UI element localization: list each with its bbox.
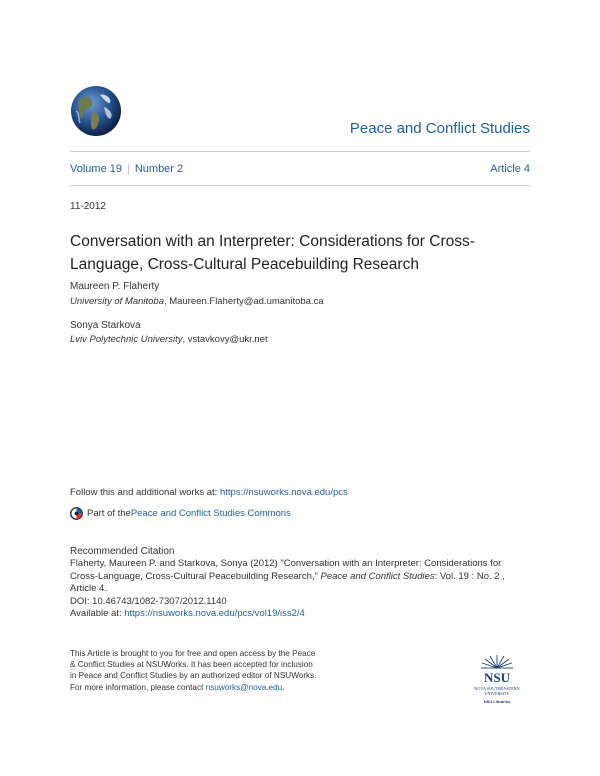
commons-link[interactable]: Peace and Conflict Studies Commons	[130, 508, 291, 519]
nsu-logo-mark: NSU	[483, 670, 511, 685]
citation-block	[70, 558, 530, 621]
number-link[interactable]: Number 2	[134, 163, 184, 175]
follow-line	[70, 487, 348, 498]
citation-volume: : Vol. 19 : No. 2 , Article 4.	[70, 570, 505, 594]
nsu-logo-line1: NOVA SOUTHEASTERN	[474, 686, 520, 691]
affiliation-name: Lviv Polytechnic University	[70, 334, 183, 345]
nsu-logo-line2: UNIVERSITY	[484, 691, 510, 696]
article-number-link[interactable]: Article 4	[490, 163, 530, 175]
subheader-divider	[70, 185, 530, 186]
open-access-note	[70, 648, 320, 693]
header-divider	[70, 151, 530, 152]
volume-link[interactable]: Volume 19	[70, 163, 122, 175]
nsu-logo	[462, 652, 532, 710]
part-of-text: Part of the	[87, 508, 131, 519]
note-end: .	[282, 682, 285, 692]
note-text: This Article is brought to you for free and open access by the Peace & Conflict Studies at NSUWorks. It has been accepted for inclusion in Peace and Conflict Studies by an authorized editor of NSUWorks. For more information, please contact	[70, 649, 317, 692]
journal-title[interactable]: Peace and Conflict Studies	[349, 120, 530, 137]
paper-title: Conversation with an Interpreter: Considerations for Cross-Language, Cross-Cultural Peacebuilding Research	[70, 233, 475, 273]
affiliation-name: University of Manitoba	[70, 296, 164, 307]
author-name: Sonya Starkova	[70, 320, 141, 331]
nsu-logo-line3: NSU Libraries	[483, 699, 511, 704]
recommended-citation-heading: Recommended Citation	[70, 546, 175, 557]
author-email: , vstavkovy@ukr.net	[182, 334, 268, 345]
commons-network-icon	[70, 507, 83, 520]
citation-url-link[interactable]: https://nsuworks.nova.edu/pcs/vol19/iss2/4	[124, 608, 305, 619]
contact-email-link[interactable]: nsuworks@nova.edu	[205, 682, 283, 692]
citation-text: Flaherty, Maureen P. and Starkova, Sonya (2012) "Conversation with an Interpreter: Considerations for Cross-Language, Cross-Cultural Peacebuilding Research,"	[70, 558, 502, 582]
volume-issue	[70, 163, 183, 175]
separator: |	[126, 163, 130, 175]
publication-date: 11-2012	[70, 201, 106, 212]
available-label: Available at:	[70, 608, 125, 619]
author-name: Maureen P. Flaherty	[70, 281, 160, 292]
part-of-line	[70, 507, 291, 520]
author-email: , Maureen.Flaherty@ad.umanitoba.ca	[163, 296, 324, 307]
follow-text: Follow this and additional works at:	[70, 487, 220, 498]
follow-link[interactable]: https://nsuworks.nova.edu/pcs	[219, 487, 348, 498]
author-affiliation	[70, 334, 268, 345]
globe-logo	[70, 85, 122, 137]
citation-doi: DOI: 10.46743/1082-7307/2012.1140	[70, 595, 227, 607]
citation-journal: Peace and Conflict Studies	[320, 570, 435, 582]
author-affiliation	[70, 296, 324, 307]
